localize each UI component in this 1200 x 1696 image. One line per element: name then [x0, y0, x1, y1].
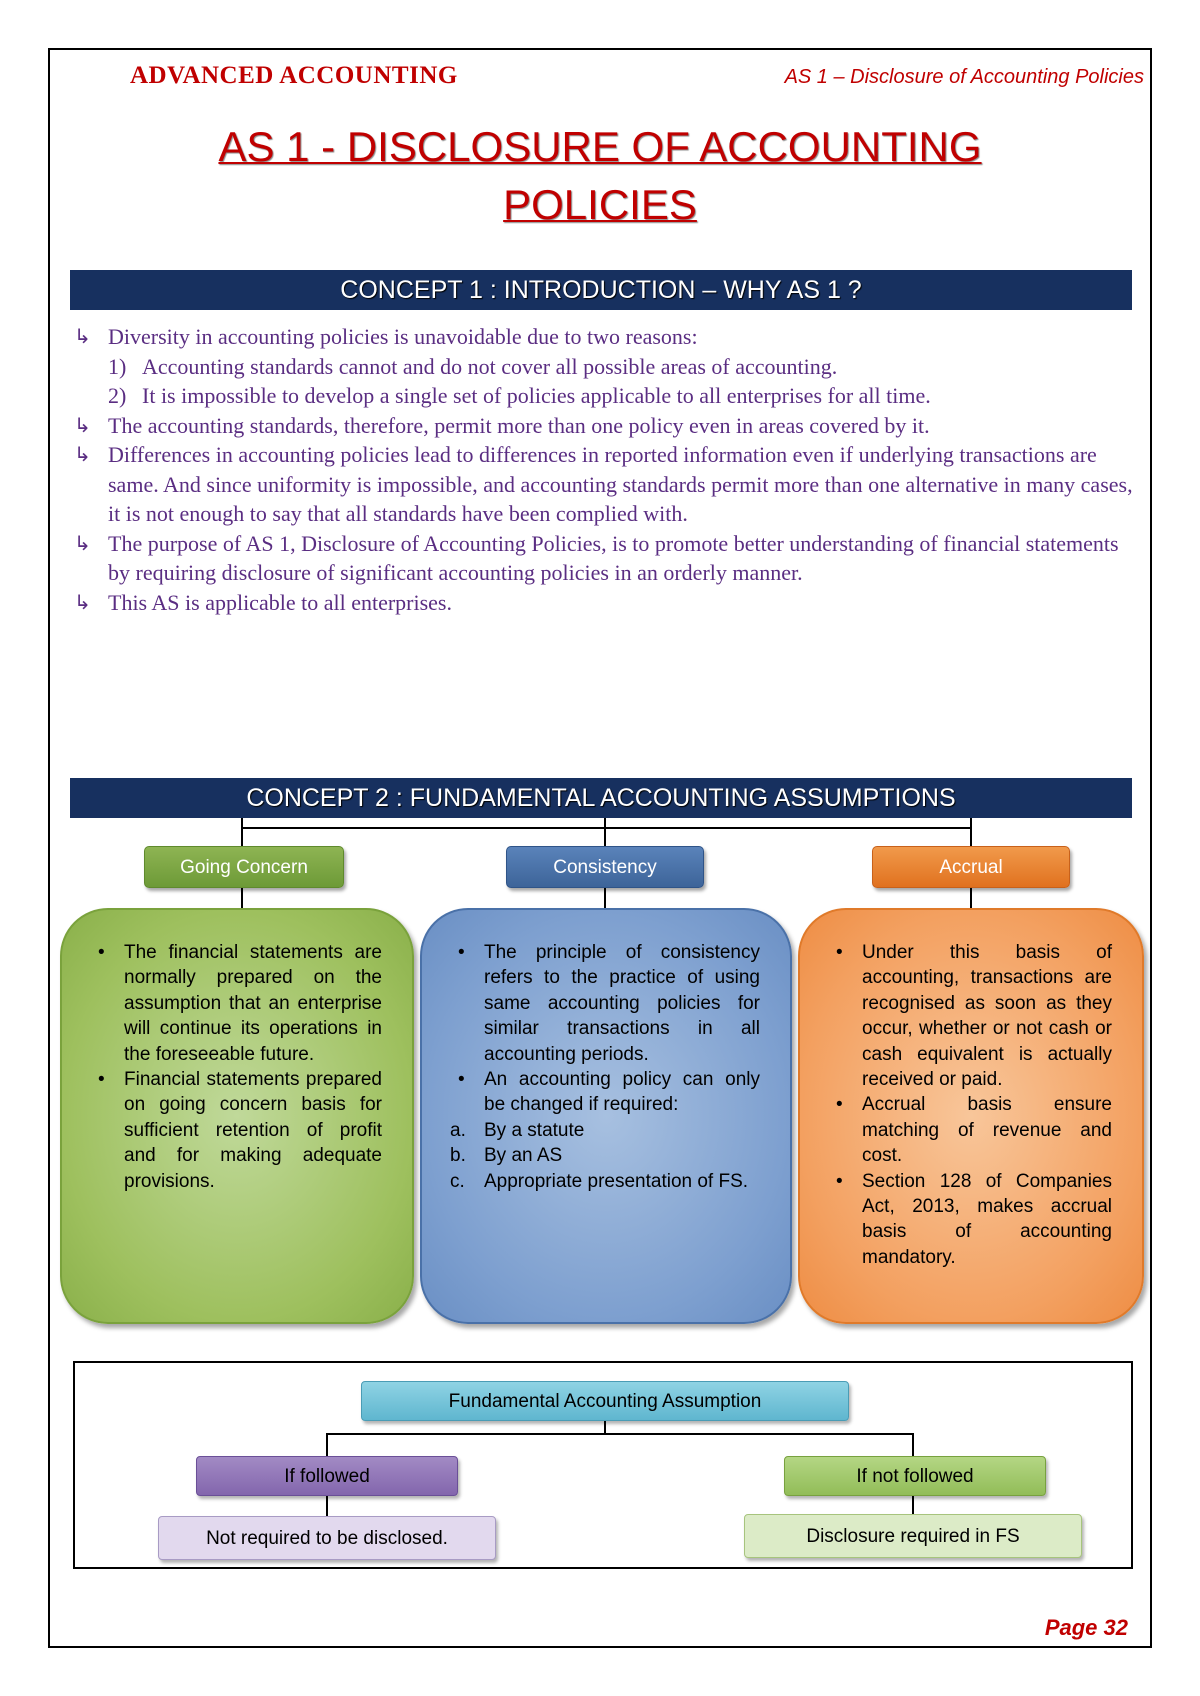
page-title [100, 118, 1100, 234]
bullet-text: Differences in accounting policies lead to differences in reported information even if underlying transactions are same. And since uniformity is impossible, and accounting standards permit more than one alternative in many cases, it is not enough to say that all standards have been complied with. [108, 442, 1133, 526]
list-item [450, 1169, 760, 1194]
point-text: Accrual basis ensure matching of revenue and cost. [862, 1094, 1112, 1167]
item-number: 1) [108, 353, 127, 379]
point-text: Section 128 of Companies Act, 2013, makes accrual basis of accounting mandatory. [862, 1170, 1112, 1268]
item-text: It is impossible to develop a single set of policies applicable to all enterprises for all time. [142, 383, 931, 408]
connector-line [970, 818, 972, 847]
bullet-dot-icon: • [98, 1069, 105, 1091]
list-item [70, 322, 1135, 411]
item-letter: a. [450, 1119, 466, 1141]
bullet-dot-icon: • [836, 1170, 843, 1192]
list-item [70, 588, 1135, 618]
item-text: By an AS [484, 1145, 563, 1167]
list-item [70, 440, 1135, 529]
list-item [108, 381, 1135, 411]
list-item [450, 1118, 760, 1143]
page-number: Page 32 [1044, 1615, 1128, 1640]
connector-line [241, 888, 243, 910]
arrow-bullet-icon: ↳ [74, 412, 91, 437]
list-item [828, 940, 1112, 1092]
bullet-dot-icon: • [458, 942, 465, 963]
point-text: An accounting policy can only be changed if required: [484, 1069, 760, 1116]
bullet-dot-icon: • [836, 942, 843, 963]
list-item [90, 940, 382, 1067]
accrual-box [798, 908, 1144, 1324]
connector-line [912, 1496, 914, 1514]
list-item [450, 940, 760, 1067]
arrow-bullet-icon: ↳ [74, 589, 91, 614]
connector-line [326, 1433, 914, 1435]
bullet-text: Diversity in accounting policies is unavoidable due to two reasons: [108, 324, 698, 349]
list-item [70, 529, 1135, 588]
point-text: The principle of consistency refers to the practice of using same accounting policies for similar transactions in all accounting periods. [484, 942, 760, 1065]
consistency-box [420, 908, 792, 1324]
item-letter: c. [450, 1170, 465, 1192]
concept2-heading: CONCEPT 2 : FUNDAMENTAL ACCOUNTING ASSUMPTIONS [70, 778, 1132, 818]
connector-line [326, 1496, 328, 1516]
point-text: Under this basis of accounting, transactions are recognised as soon as they occur, whether or not cash or cash equivalent is actually received or paid. [862, 942, 1112, 1091]
connector-line [241, 827, 971, 829]
concept1-bullet-list [70, 322, 1135, 617]
connector-line [604, 818, 606, 847]
going-concern-label: Going Concern [144, 846, 344, 888]
flow-if-followed: If followed [196, 1456, 458, 1496]
concept1-heading: CONCEPT 1 : INTRODUCTION – WHY AS 1 ? [70, 270, 1132, 310]
bullet-text: The accounting standards, therefore, permit more than one policy even in areas covered by it. [108, 412, 930, 438]
reasons-list [108, 352, 1135, 411]
bullet-dot-icon: • [836, 1094, 843, 1116]
arrow-bullet-icon: ↳ [74, 324, 91, 348]
point-text: The financial statements are normally prepared on the assumption that an enterprise will continue its operations in the foreseeable future. [124, 942, 382, 1065]
accrual-label: Accrual [872, 846, 1070, 888]
connector-line [326, 1433, 328, 1456]
list-item [70, 411, 1135, 441]
bullet-text: This AS is applicable to all enterprises. [108, 589, 452, 615]
connector-line [912, 1433, 914, 1456]
arrow-bullet-icon: ↳ [74, 530, 91, 555]
bullet-dot-icon: • [98, 942, 105, 963]
item-text: Appropriate presentation of FS. [484, 1170, 749, 1192]
connector-line [604, 888, 606, 910]
point-text: Financial statements prepared on going concern basis for sufficient retention of profit and for making adequate provisions. [124, 1069, 382, 1192]
list-item [450, 1067, 760, 1194]
flow-if-not-followed: If not followed [784, 1456, 1046, 1496]
list-item [90, 1067, 382, 1194]
item-text: Accounting standards cannot and do not cover all possible areas of accounting. [142, 353, 838, 379]
connector-line [970, 888, 972, 910]
page-title-line1: AS 1 - DISCLOSURE OF ACCOUNTING [218, 123, 982, 170]
item-number: 2) [108, 383, 127, 408]
list-item [828, 1169, 1112, 1271]
item-letter: b. [450, 1145, 466, 1167]
list-item [828, 1092, 1112, 1168]
consistency-label: Consistency [506, 846, 704, 888]
arrow-bullet-icon: ↳ [74, 442, 91, 466]
list-item [108, 352, 1135, 382]
page-title-line2: POLICIES [503, 181, 697, 228]
going-concern-box [60, 908, 414, 1324]
flow-not-required-disclosed: Not required to be disclosed. [158, 1516, 496, 1560]
header-subject: ADVANCED ACCOUNTING [130, 62, 458, 89]
flow-root: Fundamental Accounting Assumption [361, 1381, 849, 1421]
item-text: By a statute [484, 1119, 585, 1141]
header-chapter: AS 1 – Disclosure of Accounting Policies [784, 66, 1144, 88]
flow-disclosure-required: Disclosure required in FS [744, 1514, 1082, 1558]
bullet-dot-icon: • [458, 1069, 465, 1091]
change-reasons-list [450, 1118, 760, 1194]
connector-line [241, 818, 243, 847]
list-item [450, 1143, 760, 1168]
bullet-text: The purpose of AS 1, Disclosure of Accounting Policies, is to promote better understanding of financial statements by requiring disclosure of significant accounting policies in an orderly manner. [108, 530, 1119, 585]
